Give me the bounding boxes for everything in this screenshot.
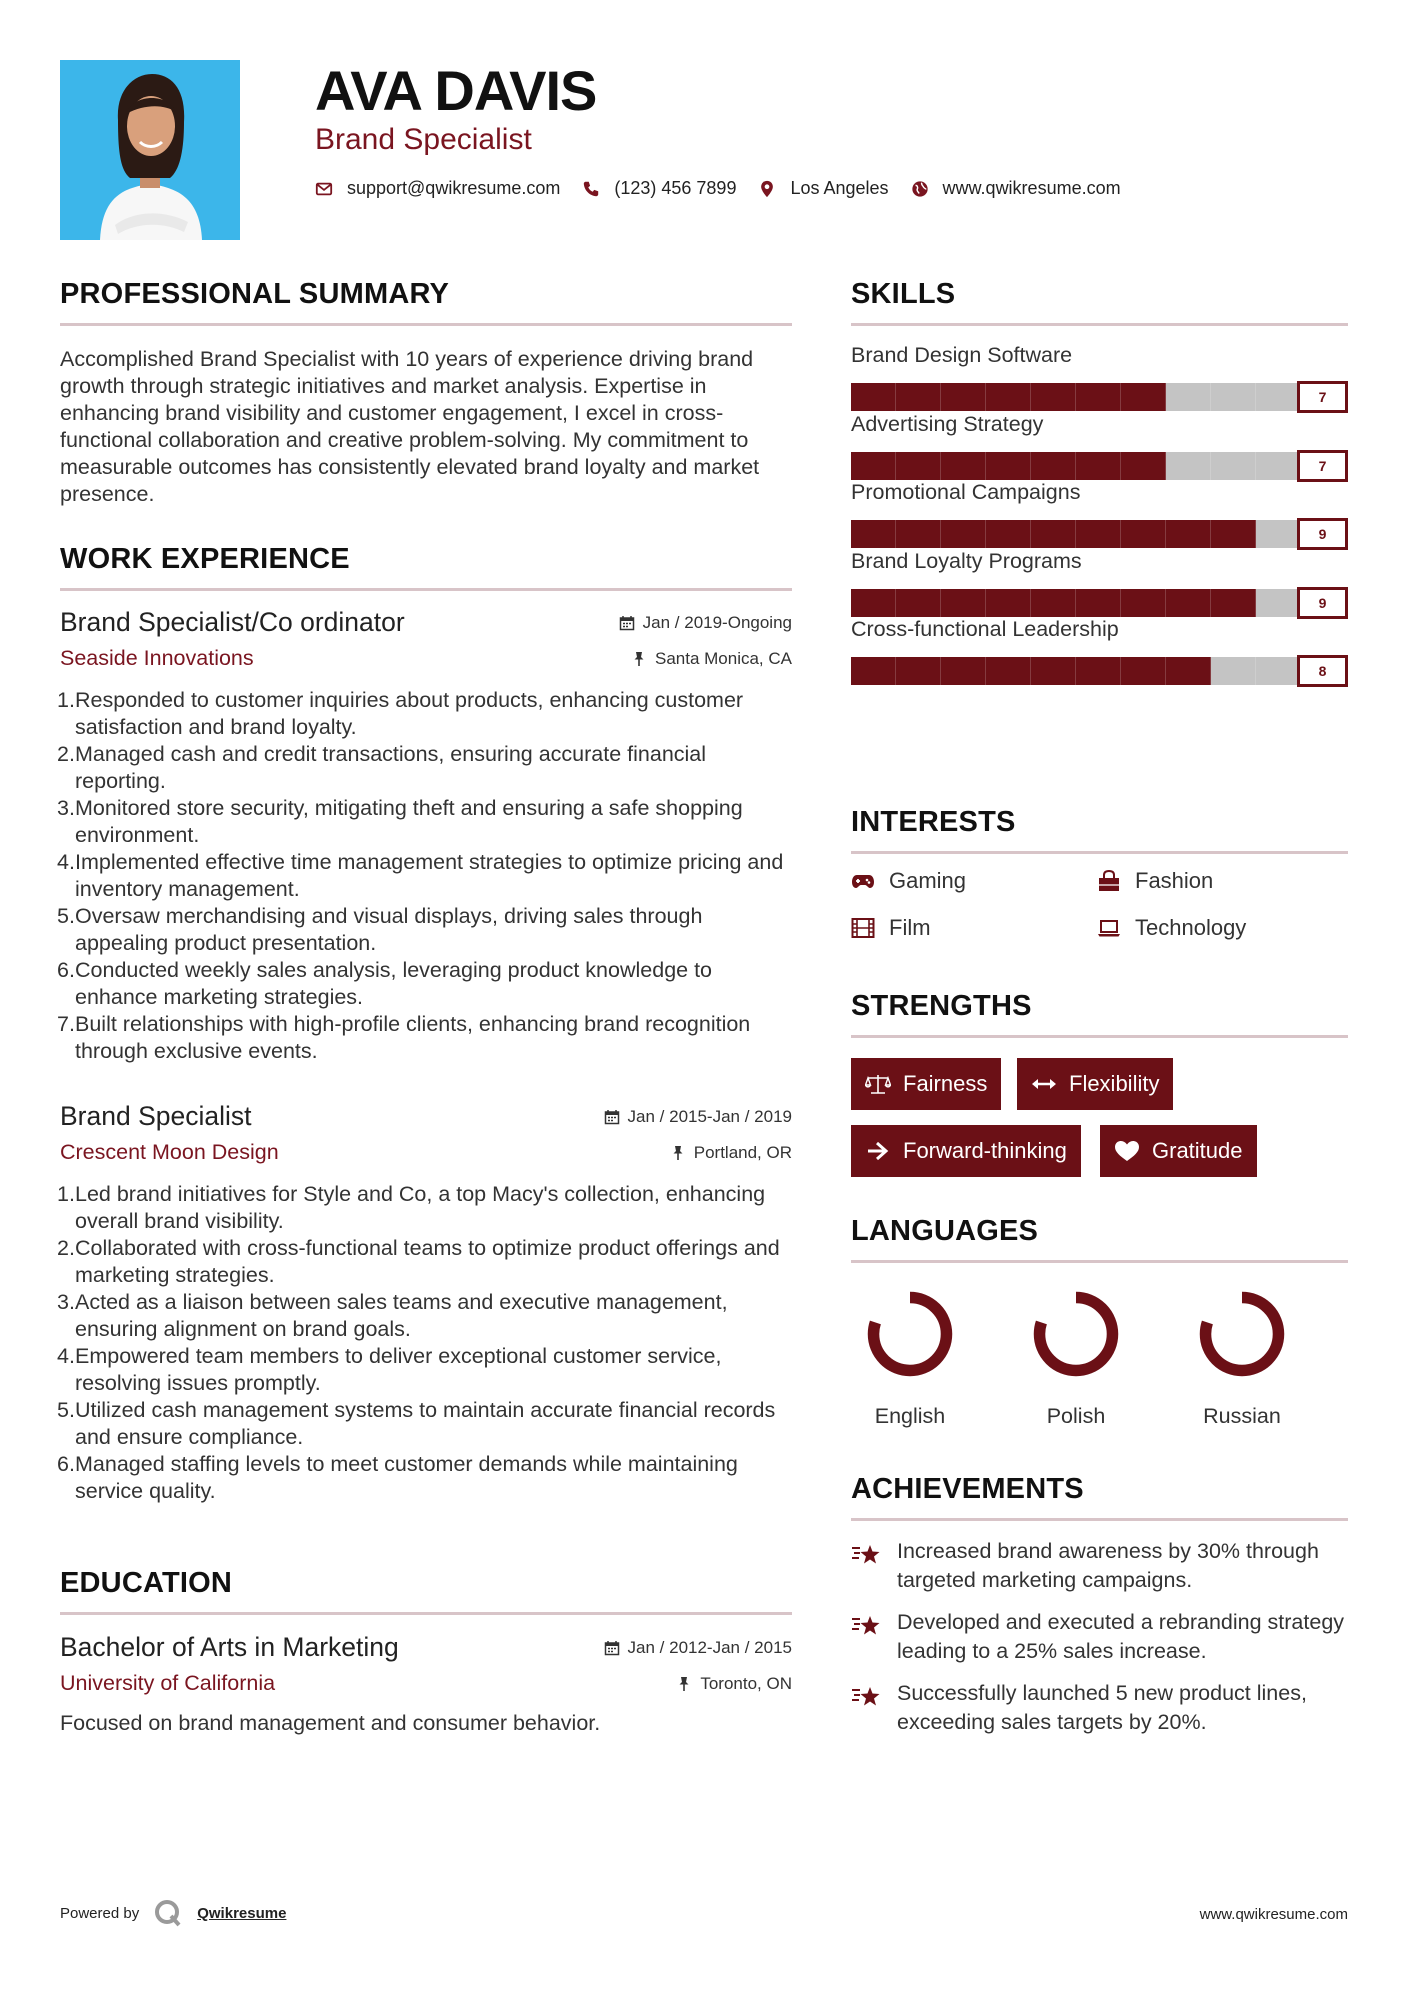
map-pin-icon (758, 180, 776, 198)
languages-heading: LANGUAGES (851, 1215, 1039, 1247)
skill-item (851, 617, 1348, 679)
language-label: English (874, 1404, 946, 1428)
job-entry (57, 1101, 792, 1505)
education-entry (60, 1632, 792, 1737)
job-bullet: 1. Led brand initiatives for Style and Co, a top Macy's collection, enhancing overall brand visibility. (57, 1182, 766, 1233)
skill-bar-segment (1211, 589, 1256, 617)
experience-heading: WORK EXPERIENCE (60, 543, 350, 575)
skill-bar-segment (986, 452, 1031, 480)
achievement-text: Increased brand awareness by 30% through targeted marketing campaigns. (897, 1539, 1319, 1592)
skill-bar-segment (941, 589, 986, 617)
strengths-section (851, 990, 1348, 1038)
skill-bar-segment (1166, 452, 1211, 480)
skill-bar-segment (1256, 520, 1301, 548)
education-divider (60, 1612, 792, 1615)
job-bullet: 2. Managed cash and credit transactions, ensuring accurate financial reporting. (57, 742, 707, 793)
pushpin-icon (676, 1676, 692, 1692)
job-title: Brand Specialist/Co ordinator (60, 607, 405, 637)
skill-label: Cross-functional Leadership (851, 617, 1119, 641)
job-entry (57, 607, 792, 1065)
skill-score: 9 (1297, 518, 1348, 550)
degree-title: Bachelor of Arts in Marketing (60, 1632, 399, 1662)
achievement-item (851, 1679, 1348, 1737)
achievements-divider (851, 1518, 1348, 1521)
balance-scale-icon (865, 1073, 891, 1095)
job-date (619, 613, 792, 633)
contact-bar (315, 178, 1143, 199)
skill-label: Promotional Campaigns (851, 480, 1081, 504)
achievements-heading: ACHIEVEMENTS (851, 1473, 1084, 1505)
job-bullet: 3. Monitored store security, mitigating theft and ensuring a safe shopping environment. (57, 796, 743, 847)
skill-bar-segment (851, 383, 896, 411)
skill-item (851, 548, 1348, 611)
achievements-section (851, 1473, 1348, 1521)
contact-website[interactable] (911, 178, 1121, 199)
skill-score: 8 (1297, 655, 1348, 687)
skill-bar-segment (1211, 520, 1256, 548)
skill-bar-segment (1076, 383, 1121, 411)
skill-label: Brand Loyalty Programs (851, 548, 1082, 573)
email-text: support@qwikresume.com (347, 178, 561, 198)
powered-by-text: Powered by (60, 1904, 140, 1922)
gamepad-icon (851, 870, 875, 892)
job-title: Brand Specialist (60, 1101, 252, 1131)
calendar-icon (619, 615, 635, 631)
interest-label: Gaming (889, 868, 967, 893)
skills-section (851, 278, 1348, 326)
skill-score: 7 (1297, 381, 1348, 413)
skill-bar-segment (1256, 452, 1301, 480)
shooting-star-icon (851, 1681, 883, 1711)
language-label: Russian (1203, 1404, 1281, 1428)
skill-bar-segment (986, 657, 1031, 685)
skills-heading: SKILLS (851, 278, 956, 310)
candidate-name: AVA DAVIS (315, 59, 597, 122)
skill-item (851, 343, 1348, 405)
job-company: Crescent Moon Design (60, 1140, 279, 1164)
summary-divider (60, 323, 792, 326)
skill-bar (851, 657, 1301, 685)
skill-bar-segment (896, 657, 941, 685)
skill-bar (851, 589, 1301, 617)
skill-bar (851, 452, 1301, 480)
contact-email[interactable] (315, 178, 560, 199)
strength-badge (851, 1058, 1001, 1110)
summary-text: Accomplished Brand Specialist with 10 years of experience driving brand growth through strategic initiatives and market analysis. Expertise in enhancing brand visibility and customer engagement, I excel in cross-functional collaboration and creative problem-solving. My commitment to measurable outcomes has consistently elevated brand loyalty and market presence. (60, 347, 760, 506)
skill-bar-segment (986, 520, 1031, 548)
education-date-text: Jan / 2012-Jan / 2015 (627, 1638, 792, 1657)
summary-heading: PROFESSIONAL SUMMARY (60, 278, 450, 310)
achievement-text: Successfully launched 5 new product lines, exceeding sales targets by 20%. (897, 1681, 1307, 1734)
globe-icon (911, 180, 929, 198)
education-location-text: Toronto, ON (700, 1674, 792, 1693)
interest-label: Fashion (1135, 868, 1214, 893)
strengths-heading: STRENGTHS (851, 990, 1032, 1022)
strength-badge (851, 1125, 1081, 1177)
shooting-star-icon (851, 1539, 883, 1569)
interest-gaming (851, 868, 966, 894)
job-date-text: Jan / 2015-Jan / 2019 (627, 1107, 792, 1126)
languages-section (851, 1215, 1348, 1263)
shopping-bag-icon (1097, 870, 1121, 892)
arrow-right-icon (865, 1140, 891, 1162)
experience-divider (60, 588, 792, 591)
experience-section (60, 543, 792, 591)
language-item (1172, 1286, 1312, 1429)
skill-bar-segment (1076, 520, 1121, 548)
skill-bar-segment (1076, 589, 1121, 617)
pushpin-icon (670, 1145, 686, 1161)
job-date (604, 1107, 792, 1127)
skill-bar-segment (1031, 657, 1076, 685)
candidate-title: Brand Specialist (315, 123, 532, 156)
achievement-item (851, 1537, 1348, 1595)
skill-bar-segment (851, 452, 896, 480)
strength-label: Fairness (903, 1071, 988, 1096)
calendar-icon (604, 1640, 620, 1656)
location-text: Los Angeles (790, 178, 889, 198)
skill-bar-segment (1211, 383, 1256, 411)
skill-bar-segment (941, 657, 986, 685)
skill-bar-segment (1121, 589, 1166, 617)
envelope-icon (315, 180, 333, 198)
education-section (60, 1567, 792, 1615)
strength-label: Flexibility (1069, 1071, 1160, 1096)
skill-bar-segment (1211, 452, 1256, 480)
interests-heading: INTERESTS (851, 806, 1016, 838)
skill-bar-segment (896, 452, 941, 480)
skill-bar-segment (896, 383, 941, 411)
job-bullet: 6. Conducted weekly sales analysis, leveraging product knowledge to enhance marketing strategies. (57, 958, 713, 1009)
double-arrow-icon (1031, 1073, 1057, 1095)
footer-website[interactable]: www.qwikresume.com (1199, 1906, 1348, 1923)
laptop-icon (1097, 917, 1121, 939)
skill-score: 7 (1297, 450, 1348, 482)
achievement-text: Developed and executed a rebranding strategy leading to a 25% sales increase. (897, 1610, 1345, 1663)
job-bullet: 6. Managed staffing levels to meet customer demands while maintaining service quality. (57, 1452, 738, 1503)
language-item (840, 1286, 980, 1429)
skill-bar-segment (1256, 589, 1301, 617)
job-bullet: 4. Empowered team members to deliver exceptional customer service, resolving issues promptly. (57, 1344, 722, 1395)
skills-divider (851, 323, 1348, 326)
strength-label: Forward-thinking (903, 1138, 1067, 1163)
strength-badge (1017, 1058, 1173, 1110)
skill-score: 9 (1297, 587, 1348, 619)
strength-label: Gratitude (1152, 1138, 1243, 1163)
website-text: www.qwikresume.com (942, 178, 1121, 198)
qwikresume-logo-icon (153, 1898, 183, 1928)
skill-bar-segment (986, 383, 1031, 411)
strength-badge (1100, 1125, 1257, 1177)
contact-phone[interactable] (582, 178, 736, 199)
film-icon (851, 917, 875, 939)
job-location (631, 649, 792, 669)
job-bullet: 2. Collaborated with cross-functional teams to optimize product offerings and marketing strategies. (57, 1236, 780, 1287)
skill-bar-segment (941, 452, 986, 480)
strengths-divider (851, 1035, 1348, 1038)
interest-label: Film (889, 915, 931, 940)
contact-location (758, 178, 888, 199)
skill-item (851, 480, 1348, 542)
interest-label: Technology (1135, 915, 1247, 940)
skill-bar-segment (1031, 452, 1076, 480)
skill-bar-segment (1166, 589, 1211, 617)
interests-section (851, 806, 1348, 854)
language-label: Polish (1046, 1404, 1106, 1428)
shooting-star-icon (851, 1610, 883, 1640)
skill-bar-segment (1211, 657, 1256, 685)
calendar-icon (604, 1109, 620, 1125)
skill-item (851, 411, 1348, 474)
languages-divider (851, 1260, 1348, 1263)
skill-bar-segment (1121, 520, 1166, 548)
job-bullet: 7. Built relationships with high-profile clients, enhancing brand recognition through exclusive events. (57, 1012, 751, 1063)
heart-icon (1114, 1140, 1140, 1162)
skill-bar-segment (851, 589, 896, 617)
skill-bar (851, 520, 1301, 548)
skill-bar-segment (1256, 657, 1301, 685)
education-location (676, 1674, 792, 1694)
job-bullets (57, 687, 792, 1065)
job-bullet: 3. Acted as a liaison between sales teams and executive management, ensuring alignment on brand goals. (57, 1290, 728, 1341)
job-location (670, 1143, 792, 1163)
skill-bar-segment (941, 520, 986, 548)
language-ring (1028, 1286, 1124, 1382)
skill-bar-segment (986, 589, 1031, 617)
education-description: Focused on brand management and consumer behavior. (60, 1711, 601, 1735)
skill-bar-segment (1121, 452, 1166, 480)
interest-fashion (1097, 868, 1213, 894)
job-location-text: Portland, OR (693, 1143, 792, 1162)
skill-bar-segment (1031, 383, 1076, 411)
profile-photo (60, 60, 240, 240)
interests-divider (851, 851, 1348, 854)
skill-bar-segment (851, 520, 896, 548)
skill-bar-segment (1076, 657, 1121, 685)
skill-bar-segment (1166, 657, 1211, 685)
interest-technology (1097, 915, 1246, 941)
qwikresume-link[interactable]: Qwikresume (197, 1904, 287, 1922)
interest-film (851, 915, 931, 941)
job-company: Seaside Innovations (60, 646, 254, 670)
skill-bar-segment (1031, 589, 1076, 617)
skill-bar-segment (941, 383, 986, 411)
skill-bar-segment (896, 589, 941, 617)
language-item (1006, 1286, 1146, 1429)
phone-icon (582, 180, 600, 198)
achievement-item (851, 1608, 1348, 1666)
skill-bar-segment (1076, 452, 1121, 480)
summary-section (60, 278, 792, 508)
skill-label: Brand Design Software (851, 343, 1073, 367)
skill-bar-segment (1121, 383, 1166, 411)
education-date (604, 1638, 792, 1658)
job-bullet: 4. Implemented effective time management strategies to optimize pricing and inventory management. (57, 850, 784, 901)
language-ring (1194, 1286, 1290, 1382)
school-name: University of California (60, 1671, 276, 1695)
education-heading: EDUCATION (60, 1567, 233, 1599)
skill-bar-segment (851, 657, 896, 685)
skill-bar-segment (896, 520, 941, 548)
skill-bar (851, 383, 1301, 411)
skill-bar-segment (1166, 520, 1211, 548)
job-location-text: Santa Monica, CA (654, 649, 792, 668)
job-bullets (57, 1181, 792, 1505)
skill-bar-segment (1166, 383, 1211, 411)
footer-powered (60, 1898, 286, 1928)
job-bullet: 1. Responded to customer inquiries about products, enhancing customer satisfaction and brand loyalty. (57, 688, 744, 739)
job-bullet: 5. Oversaw merchandising and visual displays, driving sales through appealing product presentation. (57, 904, 703, 955)
job-bullet: 5. Utilized cash management systems to maintain accurate financial records and ensure compliance. (57, 1398, 776, 1449)
skill-bar-segment (1031, 520, 1076, 548)
job-date-text: Jan / 2019-Ongoing (642, 613, 792, 632)
phone-text: (123) 456 7899 (614, 178, 737, 198)
language-ring (862, 1286, 958, 1382)
skill-bar-segment (1256, 383, 1301, 411)
pushpin-icon (631, 651, 647, 667)
skill-label: Advertising Strategy (851, 411, 1044, 436)
skill-bar-segment (1121, 657, 1166, 685)
